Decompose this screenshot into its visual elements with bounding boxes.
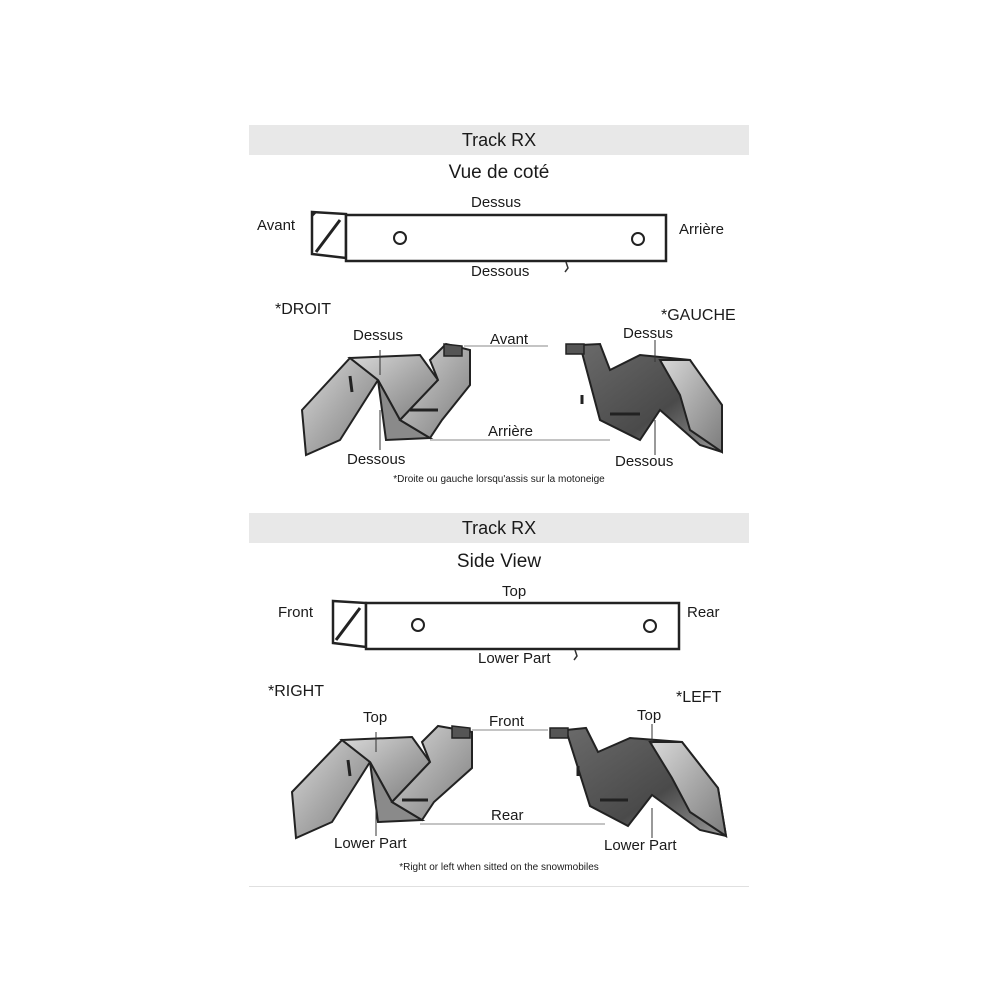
rail-hole-front bbox=[412, 619, 424, 631]
label-bottom-en: Lower Part bbox=[478, 650, 551, 667]
label-part-left-top-en: Top bbox=[363, 709, 388, 726]
label-right-side-fr: *DROIT bbox=[275, 301, 331, 318]
label-part-right-top-en: Top bbox=[637, 707, 662, 724]
view-title-en: Side View bbox=[456, 551, 542, 572]
label-bottom-fr: Dessous bbox=[471, 263, 530, 280]
label-center-front-fr: Avant bbox=[490, 331, 529, 348]
label-left-side-fr: *GAUCHE bbox=[661, 307, 736, 324]
label-part-right-bottom-fr: Dessous bbox=[615, 453, 674, 470]
label-part-right-top-fr: Dessus bbox=[623, 325, 674, 342]
bracket-right-en bbox=[292, 726, 472, 838]
label-front-en: Front bbox=[278, 604, 314, 621]
side-view-rail-fr bbox=[312, 212, 666, 272]
label-top-en: Top bbox=[502, 583, 527, 600]
label-part-left-bottom-en: Lower Part bbox=[334, 835, 407, 852]
section-header-fr: Track RX bbox=[249, 125, 749, 155]
label-center-rear-fr: Arrière bbox=[488, 423, 534, 440]
label-rear-fr: Arrière bbox=[679, 221, 725, 238]
label-rear-en: Rear bbox=[687, 604, 720, 621]
section-header-en: Track RX bbox=[249, 513, 749, 543]
label-part-left-top-fr: Dessus bbox=[353, 327, 404, 344]
bracket-left-fr bbox=[566, 340, 722, 455]
rail-hole-front bbox=[394, 232, 406, 244]
label-left-side-en: *LEFT bbox=[676, 689, 722, 706]
label-top-fr: Dessus bbox=[471, 194, 522, 211]
bracket-left-en bbox=[550, 724, 726, 838]
bracket-right-fr bbox=[302, 344, 470, 455]
label-part-right-bottom-en: Lower Part bbox=[604, 837, 677, 854]
note-fr: *Droite ou gauche lorsqu'assis sur la motoneige bbox=[393, 474, 605, 485]
label-center-rear-en: Rear bbox=[491, 807, 524, 824]
side-view-rail-en bbox=[333, 601, 679, 660]
label-center-front-en: Front bbox=[489, 713, 525, 730]
label-right-side-en: *RIGHT bbox=[268, 683, 324, 700]
note-en: *Right or left when sitted on the snowmobiles bbox=[399, 862, 599, 873]
label-front-fr: Avant bbox=[257, 217, 296, 234]
label-part-left-bottom-fr: Dessous bbox=[347, 451, 406, 468]
rail-hole-rear bbox=[632, 233, 644, 245]
view-title-fr: Vue de coté bbox=[448, 162, 550, 183]
rail-hole-rear bbox=[644, 620, 656, 632]
